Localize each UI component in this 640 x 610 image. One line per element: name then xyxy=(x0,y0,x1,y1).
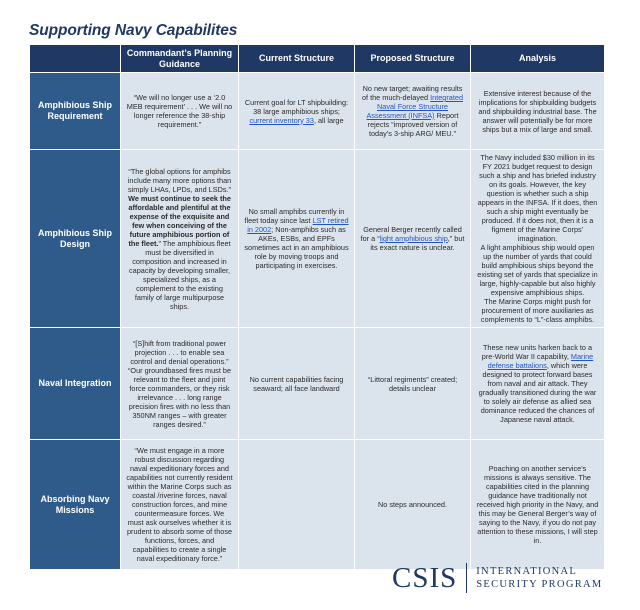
csis-wordmark: CSIS xyxy=(392,562,458,594)
row-label-amphibious-ship-design: Amphibious Ship Design xyxy=(30,150,121,328)
column-header-proposed: Proposed Structure xyxy=(355,45,471,73)
analysis-paragraph-1: The Navy included $30 million in its FY 2021 budget request to design such a ship and has briefed industry on its goals. However, the key question is whether such a ship appears in the INFSA. If it does, then such a ship might eventually be produced. If it does not, then it is a figment of the Marine Corps’ imagination. xyxy=(477,153,598,243)
column-header-current: Current Structure xyxy=(239,45,355,73)
guidance-text xyxy=(126,167,233,311)
logo-divider xyxy=(466,563,467,593)
guidance-paragraph-2: “Our groundbased fires must be relevant to the fleet and joint force commanders, or they risk irrelevance . . . long range precision fires with no less than 350NM ranges – with greater ranges desired.” xyxy=(127,365,232,429)
program-line-2: SECURITY PROGRAM xyxy=(476,579,603,590)
analysis-text xyxy=(476,343,599,424)
analysis-paragraph-3: The Marine Corps might push for procurement of more auxiliaries as complements to “L”-class amphibs. xyxy=(480,297,595,324)
lst-retired-link[interactable]: LST retired in 2002 xyxy=(247,216,349,234)
capabilities-table xyxy=(29,44,605,570)
table-header-row xyxy=(30,45,605,73)
proposed-structure-cell xyxy=(355,150,471,328)
guidance-text: “We must engage in a more robust discussion regarding naval expeditionary forces and capabilities not currently resident within the Marine Corps such as coastal /riverine forces, naval construction forces, and mine countermeasure forces. We must ask ourselves whether it is prudent to absorb some of those functions, forces, and capabilities to create a single naval expeditionary force.” xyxy=(126,446,233,563)
proposed-structure-cell xyxy=(355,73,471,150)
guidance-cell xyxy=(121,440,239,570)
table-row xyxy=(30,73,605,150)
guidance-paragraph-1: “[S]hift from traditional power projection . . . to enable sea control and denial operations.” xyxy=(130,338,229,366)
program-line-1: INTERNATIONAL xyxy=(476,566,578,577)
csis-logo xyxy=(392,561,603,595)
proposed-text xyxy=(360,225,465,252)
row-label-amphibious-ship-requirement: Amphibious Ship Requirement xyxy=(30,73,121,150)
guidance-cell xyxy=(121,150,239,328)
current-text-pre: Current goal for LT shipbuilding: 38 large amphibious ships; xyxy=(244,97,349,116)
proposed-text: No steps announced. xyxy=(378,500,447,509)
row-label-absorbing-navy-missions: Absorbing Navy Missions xyxy=(30,440,121,570)
current-text xyxy=(244,98,349,125)
analysis-cell xyxy=(471,150,605,328)
current-structure-cell xyxy=(239,150,355,328)
guidance-text-bold: We must continue to seek the affordable and plentiful at the expense of the exquisite and few when conceiving of the future amphibious portion of the fleet. xyxy=(128,193,231,248)
proposed-structure-cell xyxy=(355,440,471,570)
guidance-text-pre: “The global options for amphibs include many more options than simply LHAs, LPDs, and LSDs.” xyxy=(127,166,232,194)
column-header-analysis: Analysis xyxy=(471,45,605,73)
proposed-text: “Littoral regiments” created; details unclear xyxy=(367,374,458,393)
analysis-cell xyxy=(471,328,605,440)
current-text: No current capabilities facing seaward; all face landward xyxy=(249,374,344,393)
proposed-text xyxy=(360,84,465,138)
current-text-post: ; Non-amphibs such as AKEs, ESBs, and EPFs sometimes act in an amphibious role by moving troops and participating in exercises. xyxy=(244,225,349,270)
column-header-blank xyxy=(30,45,121,73)
analysis-paragraph-2: A light amphibious ship would open up the number of yards that could build amphibious ships beyond the existing set of yards that specialize in large, highly-capable but also highly expensive amphibious ships. xyxy=(477,243,598,297)
proposed-text-pre: No new target; awaiting results of the much-delayed xyxy=(361,84,463,102)
current-inventory-link[interactable]: current inventory 33 xyxy=(249,115,314,125)
guidance-cell xyxy=(121,73,239,150)
table-row xyxy=(30,440,605,570)
analysis-cell xyxy=(471,73,605,150)
guidance-cell xyxy=(121,328,239,440)
guidance-text-post: ” The amphibious fleet must be diversified in composition and increased in capacity by developing smaller, specialized ships, as a complement to the existing family of large multipurpose ships. xyxy=(129,238,231,311)
guidance-text: “We will no longer use a ‘2.0 MEB requirement’ . . . We will no longer reference the 38-ship requirement.” xyxy=(126,93,233,129)
analysis-text: Extensive interest because of the implications for shipbuilding budgets and shipbuilding industrial base. The answer will potentially be for more ships but a mix of large and small. xyxy=(478,88,597,134)
current-structure-cell xyxy=(239,440,355,570)
proposed-text-post: Report rejects “improved version of today’s 3-ship ARG/ MEU.” xyxy=(367,111,459,138)
program-name xyxy=(476,565,602,591)
column-header-guidance: Commandant’s Planning Guidance xyxy=(121,45,239,73)
analysis-cell xyxy=(471,440,605,570)
table-row xyxy=(30,328,605,440)
analysis-text-pre: These new units harken back to a pre-World War II capability, xyxy=(481,343,593,361)
page-title: Supporting Navy Capabilites xyxy=(29,22,238,39)
proposed-structure-cell xyxy=(355,328,471,440)
row-label-naval-integration: Naval Integration xyxy=(30,328,121,440)
current-structure-cell xyxy=(239,73,355,150)
current-structure-cell xyxy=(239,328,355,440)
marine-defense-battalions-link[interactable]: Marine defense battalions xyxy=(487,352,594,370)
proposed-text-pre: General Berger recently called for a “ xyxy=(360,225,462,243)
analysis-text-post: , which were designed to protect forward bases from naval and air attack. They gradually transitioned during the war to solely air defense as allied sea dominance reduced the chances of Japanese naval attack. xyxy=(478,361,597,424)
current-text-pre: No small amphibs currently in fleet today since last xyxy=(244,207,345,225)
proposed-text-post: ,” but its exact nature is unclear. xyxy=(370,234,465,252)
current-text xyxy=(244,207,349,270)
table-row xyxy=(30,150,605,328)
infsa-link[interactable]: Integrated Naval Force Structure Assessment (INFSA) xyxy=(366,93,464,120)
current-text-post: , all large xyxy=(313,115,344,125)
light-amphibious-ship-link[interactable]: light amphibious ship xyxy=(379,234,448,243)
analysis-text: Poaching on another service’s missions is always sensitive. The capabilities cited in the planning guidance have traditionally not received high priority in the Navy, and this may be General Berger’s way of saying to the Navy, if you do not pay attention to these missions, I will step in. xyxy=(476,464,599,545)
